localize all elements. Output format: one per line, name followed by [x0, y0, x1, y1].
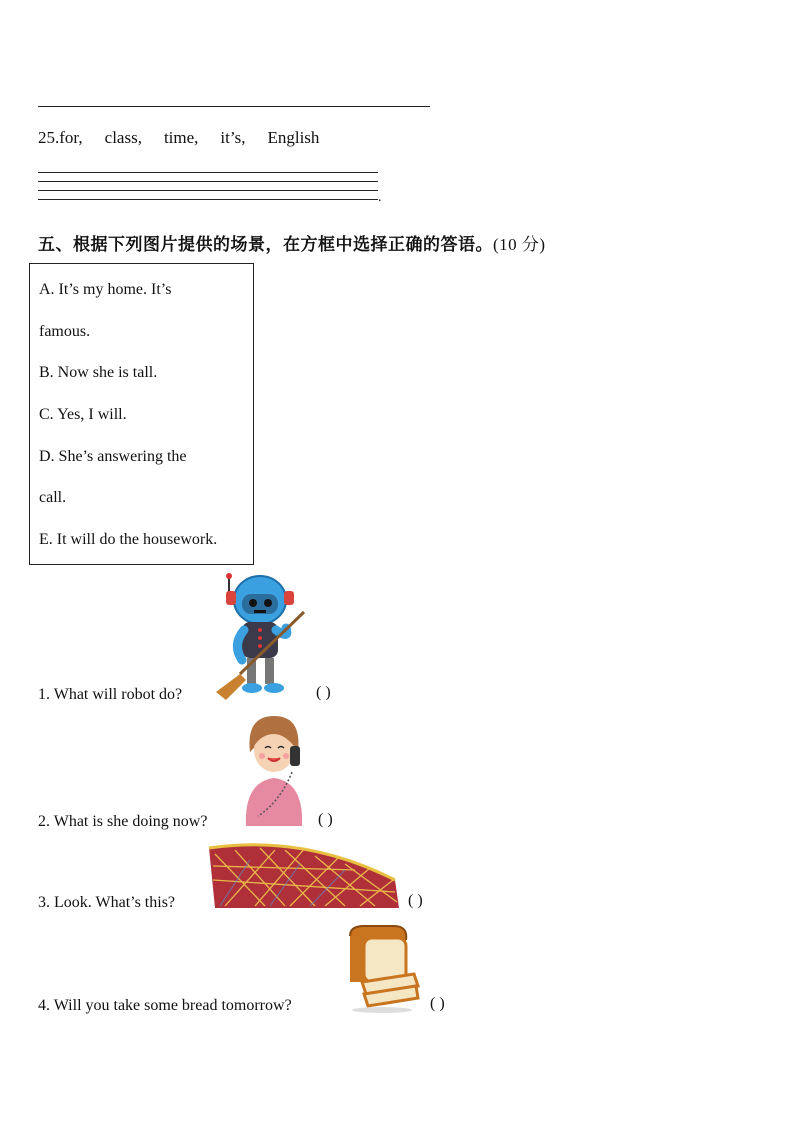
- option-e: E. It will do the housework.: [39, 531, 218, 548]
- option-a-line1: A. It’s my home. It’s: [39, 281, 172, 298]
- answer-line-25c: [38, 190, 378, 191]
- question-1: 1. What will robot do?: [38, 686, 183, 703]
- woman-on-phone-icon: [240, 712, 310, 826]
- option-c: C. Yes, I will.: [39, 406, 127, 423]
- answer-blank-2[interactable]: ( ): [318, 811, 333, 828]
- robot-sweeping-icon: [212, 570, 312, 700]
- answer-line-25d: [38, 199, 378, 200]
- answer-line-25b: [38, 181, 378, 182]
- question-25-number: 25.: [38, 128, 60, 147]
- word-5: English: [267, 128, 320, 147]
- section-title-text: 五、根据下列图片提供的场景，在方框中选择正确的答语。: [38, 235, 493, 255]
- word-1: for,: [59, 128, 83, 147]
- option-d-line1: D. She’s answering the: [39, 448, 187, 465]
- question-2: 2. What is she doing now?: [38, 813, 208, 830]
- answer-end-mark: .: [378, 190, 382, 205]
- section-5-title: [38, 230, 546, 255]
- option-a-line2: famous.: [39, 323, 91, 340]
- answer-line-25a: [38, 172, 378, 173]
- word-2: class,: [104, 128, 142, 147]
- answer-blank-3[interactable]: ( ): [408, 892, 423, 909]
- option-b: B. Now she is tall.: [39, 364, 158, 381]
- bread-loaf-icon: [342, 924, 422, 1014]
- answer-blank-4[interactable]: ( ): [430, 995, 445, 1012]
- word-3: time,: [163, 128, 199, 147]
- answer-line-24: [38, 106, 430, 107]
- question-3: 3. Look. What’s this?: [38, 894, 176, 911]
- question-25: [38, 128, 341, 148]
- options-box: [29, 263, 254, 565]
- answer-blank-1[interactable]: ( ): [316, 684, 331, 701]
- birds-nest-stadium-icon: [205, 840, 400, 908]
- section-score: (10 分): [493, 235, 546, 254]
- option-d-line2: call.: [39, 489, 67, 506]
- word-4: it’s,: [220, 128, 246, 147]
- question-4: 4. Will you take some bread tomorrow?: [38, 997, 292, 1014]
